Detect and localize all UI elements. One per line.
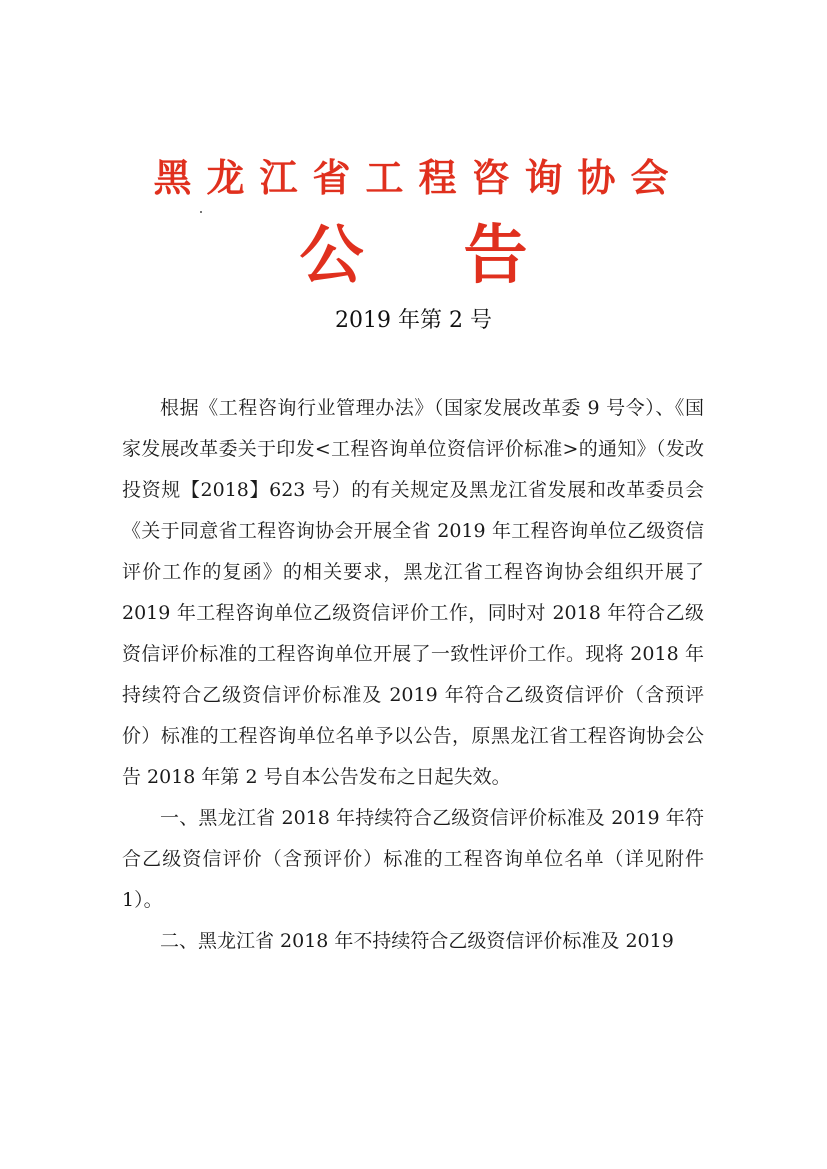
organization-title: 黑龙江省工程咨询协会 xyxy=(153,156,684,200)
document-type-char-2: 告 xyxy=(463,219,528,293)
paragraph-item-1: 一、黑龙江省 2018 年持续符合乙级资信评价标准及 2019 年符合乙级资信评价（含预评价）标准的工程咨询单位名单（详见附件 1）。 xyxy=(122,807,704,911)
scan-speck xyxy=(200,211,202,213)
body-text xyxy=(122,388,704,962)
document-number: 2019 年第 2 号 xyxy=(335,308,492,333)
paragraph-item-2: 二、黑龙江省 2018 年不持续符合乙级资信评价标准及 2019 xyxy=(160,930,674,952)
document-type-title xyxy=(0,218,827,294)
paragraph-intro: 根据《工程咨询行业管理办法》（国家发展改革委 9 号令）、《国家发展改革委关于印发<工程咨询单位资信评价标准>的通知》（发改投资规【2018】623 号）的有关规定及黑龙江省发展和改革委员会《关于同意省工程咨询协会开展全省 2019 年工程咨询单位乙级资信评价工作的复函》的相关要求，黑龙江省工程咨询协会组织开展了 2019 年工程咨询单位乙级资信评价工作，同时对 2018 年符合乙级资信评价标准的工程咨询单位开展了一致性评价工作。现将 2018 年持续符合乙级资信评价标准及 2019 年符合乙级资信评价（含预评价）标准的工程咨询单位名单予以公告，原黑龙江省工程咨询协会公告 2018 年第 2 号自本公告发布之日起失效。 xyxy=(122,397,704,788)
document-type-char-1: 公 xyxy=(299,219,364,293)
